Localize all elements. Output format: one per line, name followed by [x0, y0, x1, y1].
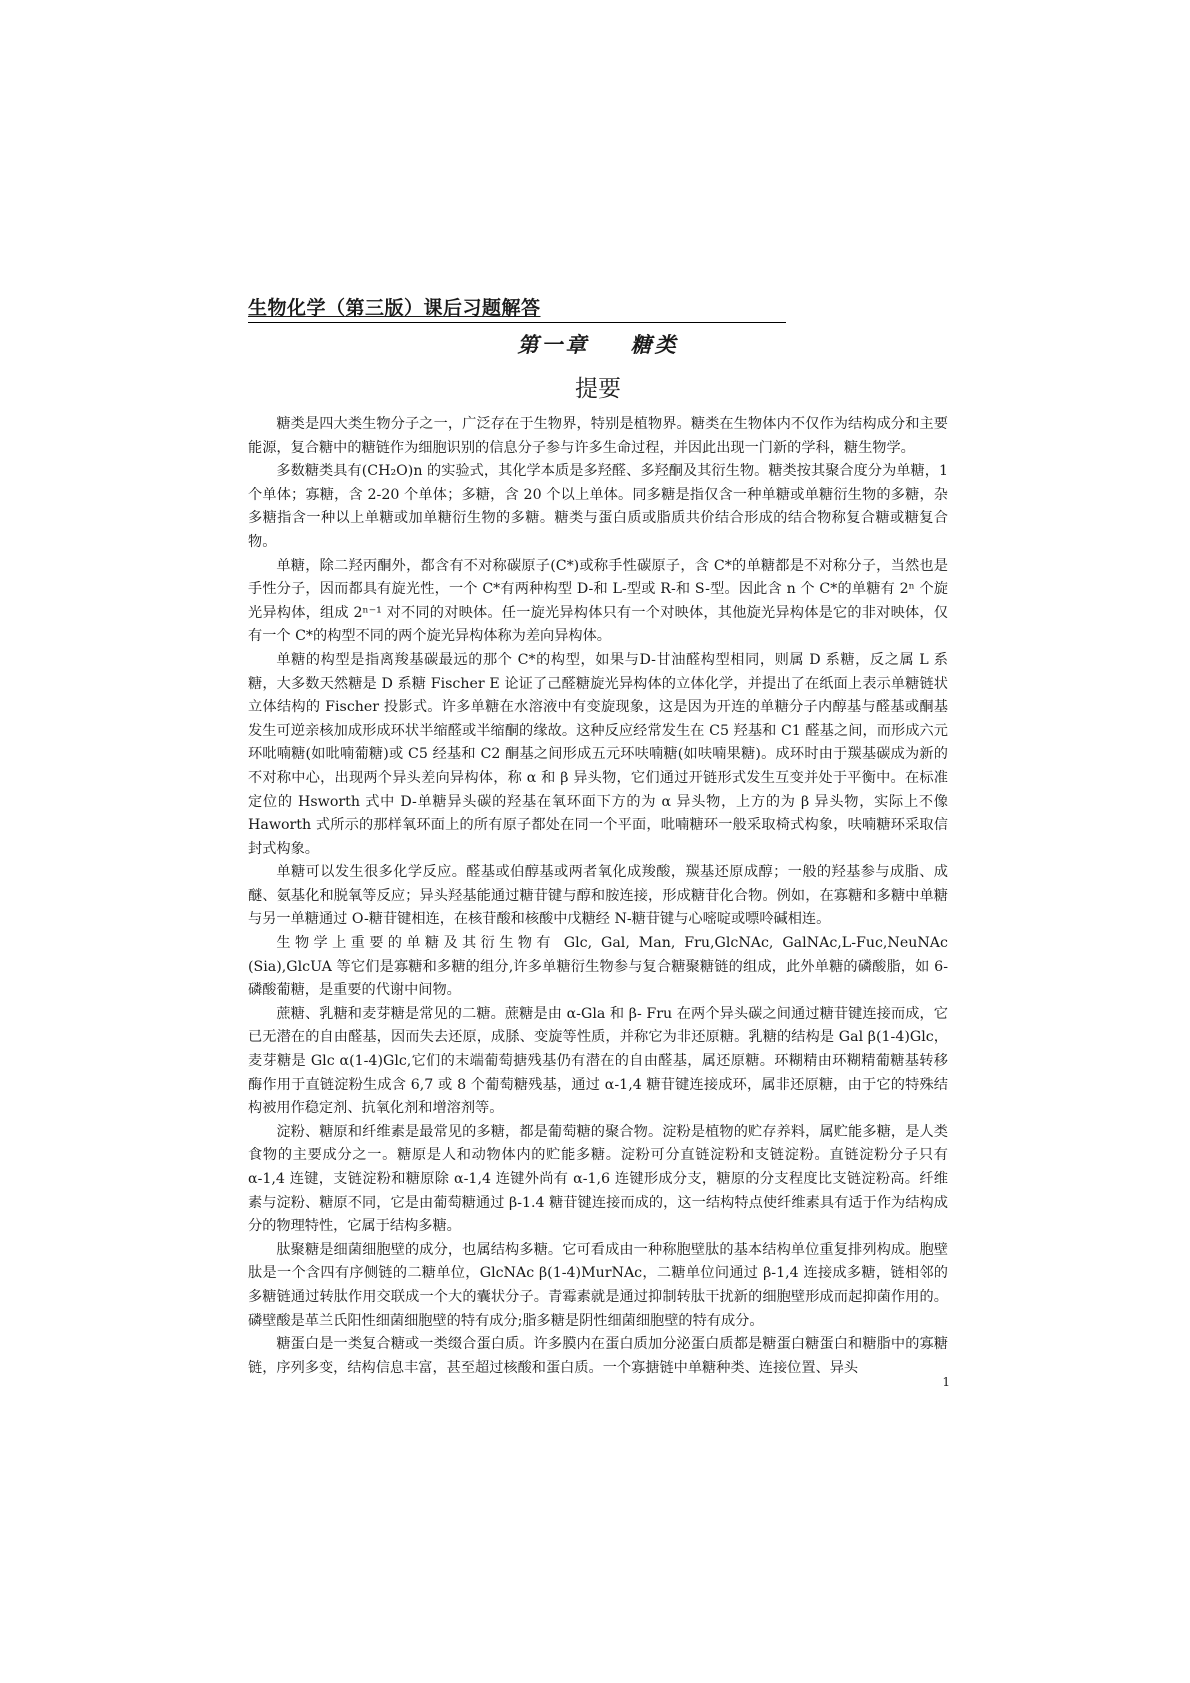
paragraph: 肽聚糖是细菌细胞壁的成分，也属结构多糖。它可看成由一种称胞壁肽的基本结构单位重复排列构成。胞壁肽是一个含四有序侧链的二糖单位，GlcNAc β(1-4)MurNAc，二糖单位问通过 β-1,4 连接成多糖，链相邻的多糖链通过转肽作用交联成一个大的囊状分子。青霉素就是通过抑制转肽干扰新的细胞壁形成而起抑菌作用的。磷壁酸是革兰氏阳性细菌细胞壁的特有成分;脂多糖是阴性细菌细胞壁的特有成分。 — [248, 1241, 948, 1329]
chapter-title: 第一章 糖类 — [517, 332, 679, 357]
section-title: 提要 — [575, 376, 621, 402]
book-header — [248, 296, 786, 323]
paragraph: 单糖可以发生很多化学反应。醛基或伯醇基或两者氧化成羧酸，羰基还原成醇；一般的羟基参与成脂、成醚、氨基化和脱氧等反应；异头羟基能通过糖苷键与醇和胺连接，形成糖苷化合物。例如，在寡糖和多糖中单糖与另一单糖通过 O-糖苷键相连，在核苷酸和核酸中戊糖经 N-糖苷键与心嘧啶或嘌呤碱相连。 — [248, 864, 948, 928]
paragraph: 蔗糖、乳糖和麦芽糖是常见的二糖。蔗糖是由 α-Gla 和 β- Fru 在两个异头碳之间通过糖苷键连接而成，它已无潜在的自由醛基，因而失去还原，成脎、变旋等性质，并称它为非还原糖。乳糖的结构是 Gal β(1-4)Glc，麦芽糖是 Glc α(1-4)Glc,它们的末端葡萄搪残基仍有潜在的自由醛基，属还原糖。环糊精由环糊精葡糖基转移酶作用于直链淀粉生成含 6,7 或 8 个葡萄糖残基，通过 α-1,4 糖苷键连接成环，属非还原糖，由于它的特殊结构被用作稳定剂、抗氧化剂和增溶剂等。 — [248, 1005, 948, 1117]
paragraph: 多数糖类具有(CH₂O)n 的实验式，其化学本质是多羟醛、多羟酮及其衍生物。糖类按其聚合度分为单糖，1 个单体；寡糖，含 2-20 个单体；多糖，含 20 个以上单体。同多糖是指仅含一种单糖或单糖衍生物的多糖，杂多糖指含一种以上单糖或加单糖衍生物的多糖。糖类与蛋白质或脂质共价结合形成的结合物称复合糖或糖复合物。 — [248, 463, 948, 550]
page-number: 1 — [942, 1375, 950, 1389]
paragraph: 单糖，除二羟丙酮外，都含有不对称碳原子(C*)或称手性碳原子，含 C*的单糖都是不对称分子，当然也是手性分子，因而都具有旋光性，一个 C*有两种构型 D-和 L-型或 R-和 S-型。因此含 n 个 C*的单糖有 2ⁿ 个旋光异构体，组成 2ⁿ⁻¹ 对不同的对映体。任一旋光异构体只有一个对映体，其他旋光异构体是它的非对映体，仅有一个 C*的构型不同的两个旋光异构体称为差向异构体。 — [248, 557, 948, 645]
paragraph: 糖蛋白是一类复合糖或一类缀合蛋白质。许多膜内在蛋白质加分泌蛋白质都是糖蛋白糖蛋白和糖脂中的寡糖链，序列多变，结构信息丰富，甚至超过核酸和蛋白质。一个寡搪链中单糖种类、连接位置、异头 — [248, 1336, 948, 1376]
paragraph: 糖类是四大类生物分子之一，广泛存在于生物界，特别是植物界。糖类在生物体内不仅作为结构成分和主要能源，复合糖中的糖链作为细胞识别的信息分子参与许多生命过程，并因此出现一门新的学科，糖生物学。 — [248, 416, 948, 456]
body-text — [248, 413, 948, 1380]
book-title: 生物化学（第三版）课后习题解答 — [248, 297, 541, 319]
paragraph: 单糖的构型是指离羧基碳最远的那个 C*的构型，如果与D-甘油醛构型相同，则属 D 系糖，反之属 L 系糖，大多数天然糖是 D 系糖 Fischer E 论证了己醛糖旋光异构体的立体化学，并提出了在纸面上表示单糖链状立体结构的 Fischer 投影式。许多单糖在水溶液中有变旋现象，这是因为开连的单糖分子内醇基与醛基或酮基发生可逆亲核加成形成环状半缩醛或半缩酮的缘故。这种反应经常发生在 C5 羟基和 C1 醛基之间，而形成六元环吡喃糖(如吡喃葡糖)或 C5 经基和 C2 酮基之间形成五元环呋喃糖(如呋喃果糖)。成环时由于羰基碳成为新的不对称中心，出现两个异头差向异构体，称 α 和 β 异头物，它们通过开链形式发生互变并处于平衡中。在标准定位的 Hsworth 式中 D-单糖异头碳的羟基在氧环面下方的为 α 异头物，上方的为 β 异头物，实际上不像 Haworth 式所示的那样氧环面上的所有原子都处在同一个平面，吡喃糖环一般采取椅式构象，呋喃糖环采取信封式构象。 — [248, 651, 948, 857]
paragraph: 淀粉、糖原和纤维素是最常见的多糖，都是葡萄糖的聚合物。淀粉是植物的贮存养料，属贮能多糖，是人类食物的主要成分之一。糖原是人和动物体内的贮能多糖。淀粉可分直链淀粉和支链淀粉。直链淀粉分子只有 α-1,4 连键，支链淀粉和糖原除 α-1,4 连键外尚有 α-1,6 连键形成分支，糖原的分支程度比支链淀粉高。纤维素与淀粉、糖原不同，它是由葡萄糖通过 β-1.4 糖苷键连接而成的，这一结构特点使纤维素具有适于作为结构成分的物理特性，它属于结构多糖。 — [248, 1123, 948, 1235]
paragraph: 生物学上重要的单糖及其衍生物有 Glc, Gal, Man, Fru,GlcNAc, GalNAc,L-Fuc,NeuNAc (Sia),GlcUA 等它们是寡糖和多糖的组分,许多单糖衍生物参与复合糖聚糖链的组成，此外单糖的磷酸脂，如 6-磷酸葡糖，是重要的代谢中间物。 — [248, 935, 948, 999]
